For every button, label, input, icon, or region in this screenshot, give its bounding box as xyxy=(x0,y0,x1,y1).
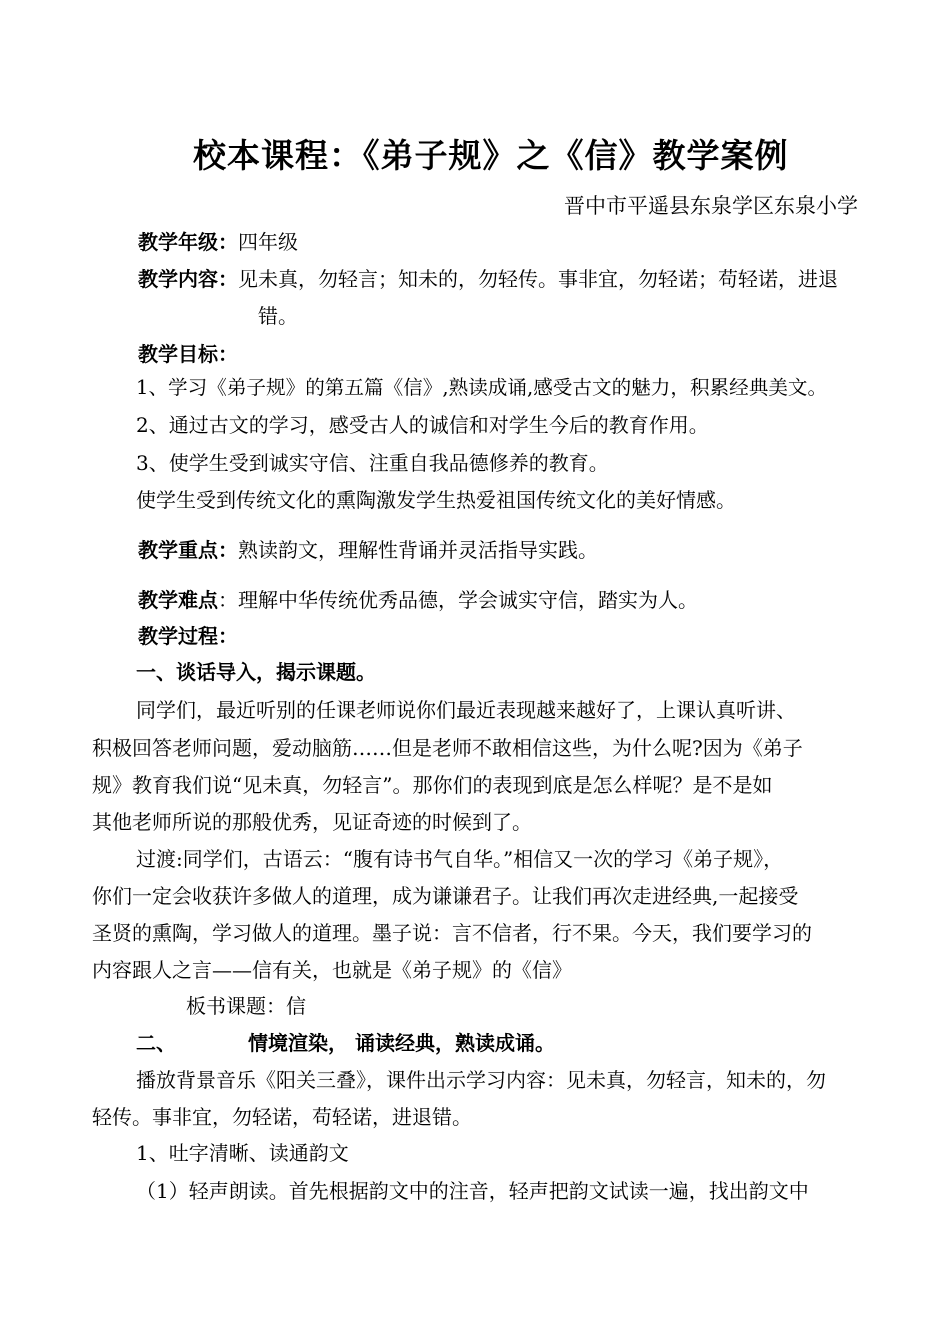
content-line-2: 错。 xyxy=(258,304,298,328)
goal-1: 1、学习《弟子规》的第五篇《信》,熟读成诵,感受古文的魅力，积累经典美文。 xyxy=(136,376,828,399)
goal-label: 教学目标： xyxy=(138,342,238,366)
grade-value: 四年级 xyxy=(238,230,298,254)
section-1-heading: 一、谈话导入，揭示课题。 xyxy=(136,660,376,684)
goal-2: 2、通过古文的学习，感受古人的诚信和对学生今后的教育作用。 xyxy=(136,413,709,437)
para-1-line-1: 同学们，最近听别的任课老师说你们最近表现越来越好了，上课认真听讲、 xyxy=(136,698,796,722)
para-2-line-3: 圣贤的熏陶，学习做人的道理。墨子说：言不信者，行不果。今天，我们要学习的 xyxy=(92,921,812,945)
goal-3: 3、使学生受到诚实守信、注重自我品德修养的教育。 xyxy=(136,451,609,475)
difficulty-line xyxy=(138,587,698,613)
grade-line xyxy=(138,229,298,255)
section-2-heading: 情境渲染， 诵读经典，熟读成诵。 xyxy=(248,1031,555,1055)
key-label: 教学重点： xyxy=(138,538,238,562)
grade-label: 教学年级： xyxy=(138,230,238,254)
content-line xyxy=(138,266,838,292)
board-title: 板书课题：信 xyxy=(186,994,306,1018)
para-3-line-1: 播放背景音乐《阳关三叠》，课件出示学习内容：见未真，勿轻言，知未的，勿 xyxy=(136,1068,826,1092)
para-1-line-4: 其他老师所说的那般优秀，见证奇迹的时候到了。 xyxy=(92,810,532,834)
section-2-number: 二、 xyxy=(136,1031,176,1055)
school-name: 晋中市平遥县东泉学区东泉小学 xyxy=(564,194,858,218)
difficulty-value: ：理解中华传统优秀品德，学会诚实守信，踏实为人。 xyxy=(218,588,698,612)
content-label: 教学内容： xyxy=(138,267,238,291)
difficulty-label: 教学难点 xyxy=(138,588,218,612)
para-1-line-3: 规》教育我们说“见未真，勿轻言”。那你们的表现到底是怎么样呢？是不是如 xyxy=(92,773,773,797)
para-1-line-2: 积极回答老师问题，爱动脑筋……但是老师不敢相信这些，为什么呢?因为《弟子 xyxy=(92,736,803,760)
para-2-line-2: 你们一定会收获许多做人的道理，成为谦谦君子。让我们再次走进经典,一起接受 xyxy=(92,884,799,908)
goal-4: 使学生受到传统文化的熏陶激发学生热爱祖国传统文化的美好情感。 xyxy=(136,488,736,512)
step-1: 1、吐字清晰、读通韵文 xyxy=(136,1141,349,1165)
para-3-line-2: 轻传。事非宜，勿轻诺，苟轻诺，进退错。 xyxy=(92,1105,472,1129)
content-value: 见未真，勿轻言；知未的，勿轻传。事非宜，勿轻诺；苟轻诺，进退 xyxy=(238,267,838,291)
document-title: 校本课程：《弟子规》之《信》教学案例 xyxy=(193,136,789,175)
process-label: 教学过程： xyxy=(138,624,238,648)
key-line xyxy=(138,537,598,563)
para-2-line-4: 内容跟人之言——信有关，也就是《弟子规》的《信》 xyxy=(92,958,572,982)
para-2-line-1: 过渡:同学们，古语云：“腹有诗书气自华。”相信又一次的学习《弟子规》， xyxy=(136,847,784,871)
step-1a: （1）轻声朗读。首先根据韵文中的注音，轻声把韵文试读一遍，找出韵文中 xyxy=(136,1179,809,1203)
key-value: 熟读韵文，理解性背诵并灵活指导实践。 xyxy=(238,538,598,562)
